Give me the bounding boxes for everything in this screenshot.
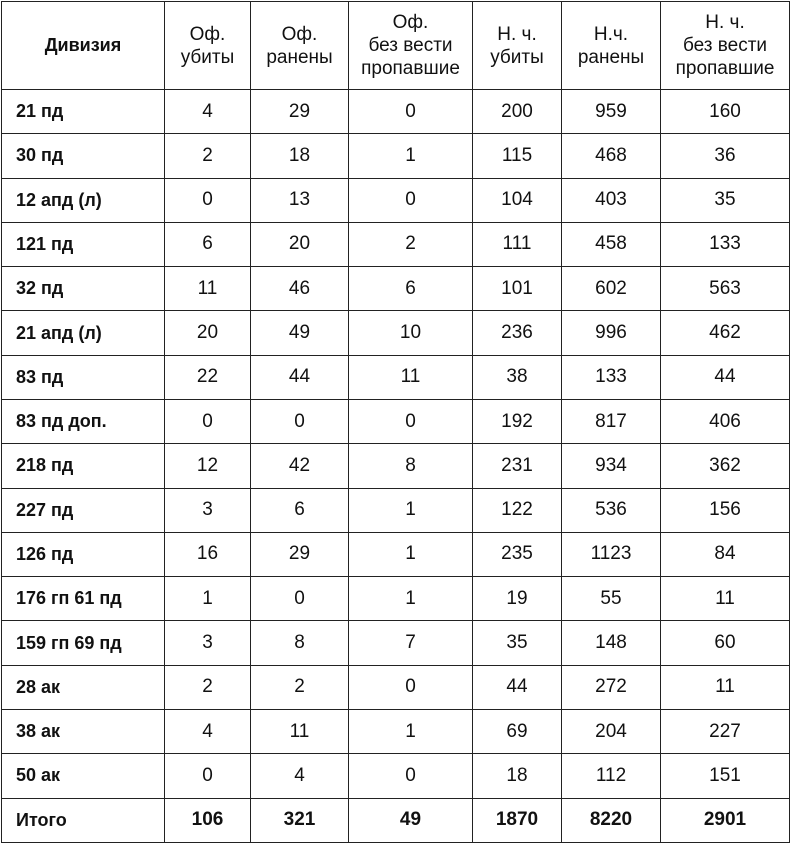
- division-name-cell: 50 ак: [2, 754, 165, 798]
- officers-killed-cell: 4: [165, 709, 251, 753]
- header-officers-missing: [349, 2, 473, 90]
- table-row: [2, 444, 790, 488]
- men-killed-cell: 69: [473, 709, 562, 753]
- men-killed-cell: 101: [473, 267, 562, 311]
- officers-killed-cell: 0: [165, 399, 251, 443]
- men-wounded-cell: 959: [562, 90, 661, 134]
- division-name-cell: 28 ак: [2, 665, 165, 709]
- officers-missing-cell: 0: [349, 178, 473, 222]
- officers-missing-cell: 0: [349, 665, 473, 709]
- men-wounded-cell: 133: [562, 355, 661, 399]
- officers-killed-cell: 6: [165, 222, 251, 266]
- officers-killed-cell: 0: [165, 178, 251, 222]
- men-killed-cell: 231: [473, 444, 562, 488]
- header-men-killed: [473, 2, 562, 90]
- men-killed-cell: 235: [473, 532, 562, 576]
- division-name-cell: 159 гп 69 пд: [2, 621, 165, 665]
- men-missing-cell: 563: [661, 267, 790, 311]
- division-name-cell: 176 гп 61 пд: [2, 577, 165, 621]
- officers-killed-cell: 20: [165, 311, 251, 355]
- men-missing-cell: 160: [661, 90, 790, 134]
- division-name-cell: 227 пд: [2, 488, 165, 532]
- officers-missing-cell: 1: [349, 577, 473, 621]
- officers-killed-cell: 3: [165, 621, 251, 665]
- men-missing-cell: 35: [661, 178, 790, 222]
- men-wounded-cell: 55: [562, 577, 661, 621]
- table-row: [2, 178, 790, 222]
- total-division-name-cell: Итого: [2, 798, 165, 843]
- men-missing-cell: 151: [661, 754, 790, 798]
- officers-wounded-cell: 18: [251, 134, 349, 178]
- officers-killed-cell: 2: [165, 134, 251, 178]
- header-line: убиты: [490, 46, 544, 68]
- division-name-cell: 30 пд: [2, 134, 165, 178]
- header-line: Оф.: [189, 23, 226, 45]
- total-men-wounded-cell: 8220: [562, 798, 661, 843]
- men-missing-cell: 133: [661, 222, 790, 266]
- officers-killed-cell: 22: [165, 355, 251, 399]
- header-officers-killed: [165, 2, 251, 90]
- men-killed-cell: 44: [473, 665, 562, 709]
- division-name-cell: 83 пд: [2, 355, 165, 399]
- table-row: [2, 311, 790, 355]
- men-killed-cell: 200: [473, 90, 562, 134]
- division-name-cell: 38 ак: [2, 709, 165, 753]
- header-line: Оф.: [392, 12, 429, 33]
- table-row: [2, 222, 790, 266]
- header-men-missing: [661, 2, 790, 90]
- total-officers-wounded-cell: 321: [251, 798, 349, 843]
- table-row: [2, 267, 790, 311]
- division-name-cell: 83 пд доп.: [2, 399, 165, 443]
- table-row: [2, 355, 790, 399]
- men-wounded-cell: 458: [562, 222, 661, 266]
- header-line: пропавшие: [675, 58, 775, 79]
- men-missing-cell: 406: [661, 399, 790, 443]
- men-wounded-cell: 817: [562, 399, 661, 443]
- men-wounded-cell: 934: [562, 444, 661, 488]
- men-wounded-cell: 148: [562, 621, 661, 665]
- men-killed-cell: 35: [473, 621, 562, 665]
- men-wounded-cell: 996: [562, 311, 661, 355]
- men-killed-cell: 18: [473, 754, 562, 798]
- officers-wounded-cell: 8: [251, 621, 349, 665]
- officers-missing-cell: 8: [349, 444, 473, 488]
- officers-wounded-cell: 11: [251, 709, 349, 753]
- officers-wounded-cell: 0: [251, 399, 349, 443]
- officers-missing-cell: 1: [349, 532, 473, 576]
- officers-killed-cell: 4: [165, 90, 251, 134]
- men-missing-cell: 11: [661, 665, 790, 709]
- men-killed-cell: 104: [473, 178, 562, 222]
- table-row: [2, 754, 790, 798]
- table-row: [2, 621, 790, 665]
- men-wounded-cell: 272: [562, 665, 661, 709]
- table-row: [2, 488, 790, 532]
- men-killed-cell: 236: [473, 311, 562, 355]
- header-officers-wounded: [251, 2, 349, 90]
- men-missing-cell: 44: [661, 355, 790, 399]
- table-row: [2, 532, 790, 576]
- total-men-missing-cell: 2901: [661, 798, 790, 843]
- total-officers-missing-cell: 49: [349, 798, 473, 843]
- men-wounded-cell: 468: [562, 134, 661, 178]
- officers-wounded-cell: 29: [251, 532, 349, 576]
- division-name-cell: 12 апд (л): [2, 178, 165, 222]
- officers-missing-cell: 2: [349, 222, 473, 266]
- officers-missing-cell: 1: [349, 134, 473, 178]
- officers-wounded-cell: 4: [251, 754, 349, 798]
- men-wounded-cell: 1123: [562, 532, 661, 576]
- officers-wounded-cell: 0: [251, 577, 349, 621]
- header-line: без вести: [682, 35, 768, 56]
- header-line: ранены: [266, 46, 333, 68]
- men-wounded-cell: 204: [562, 709, 661, 753]
- officers-missing-cell: 0: [349, 399, 473, 443]
- men-killed-cell: 38: [473, 355, 562, 399]
- header-line: Дивизия: [44, 35, 122, 55]
- total-row: [2, 798, 790, 843]
- officers-killed-cell: 16: [165, 532, 251, 576]
- officers-missing-cell: 6: [349, 267, 473, 311]
- division-name-cell: 21 апд (л): [2, 311, 165, 355]
- officers-wounded-cell: 13: [251, 178, 349, 222]
- men-missing-cell: 11: [661, 577, 790, 621]
- officers-wounded-cell: 46: [251, 267, 349, 311]
- table-row: [2, 665, 790, 709]
- header-line: убиты: [180, 46, 235, 68]
- officers-killed-cell: 3: [165, 488, 251, 532]
- header-row: [2, 2, 790, 90]
- header-division: [2, 2, 165, 90]
- officers-wounded-cell: 20: [251, 222, 349, 266]
- officers-missing-cell: 7: [349, 621, 473, 665]
- table-row: [2, 90, 790, 134]
- officers-wounded-cell: 44: [251, 355, 349, 399]
- officers-killed-cell: 2: [165, 665, 251, 709]
- total-officers-killed-cell: 106: [165, 798, 251, 843]
- men-missing-cell: 462: [661, 311, 790, 355]
- division-name-cell: 126 пд: [2, 532, 165, 576]
- officers-wounded-cell: 49: [251, 311, 349, 355]
- losses-table: [1, 1, 790, 843]
- officers-wounded-cell: 6: [251, 488, 349, 532]
- men-wounded-cell: 602: [562, 267, 661, 311]
- header-line: без вести: [368, 35, 453, 56]
- men-missing-cell: 84: [661, 532, 790, 576]
- men-wounded-cell: 536: [562, 488, 661, 532]
- men-killed-cell: 192: [473, 399, 562, 443]
- officers-missing-cell: 1: [349, 488, 473, 532]
- division-name-cell: 32 пд: [2, 267, 165, 311]
- officers-killed-cell: 11: [165, 267, 251, 311]
- header-line: Н. ч.: [705, 12, 745, 33]
- table-row: [2, 399, 790, 443]
- officers-missing-cell: 0: [349, 90, 473, 134]
- header-line: Н. ч.: [497, 23, 537, 45]
- men-killed-cell: 111: [473, 222, 562, 266]
- officers-killed-cell: 0: [165, 754, 251, 798]
- table-body: [2, 90, 790, 843]
- division-name-cell: 21 пд: [2, 90, 165, 134]
- header-line: пропавшие: [361, 58, 460, 79]
- header-men-wounded: [562, 2, 661, 90]
- table-row: [2, 577, 790, 621]
- officers-killed-cell: 12: [165, 444, 251, 488]
- men-killed-cell: 19: [473, 577, 562, 621]
- men-wounded-cell: 403: [562, 178, 661, 222]
- table-row: [2, 709, 790, 753]
- men-wounded-cell: 112: [562, 754, 661, 798]
- officers-wounded-cell: 2: [251, 665, 349, 709]
- men-missing-cell: 36: [661, 134, 790, 178]
- header-line: ранены: [577, 46, 645, 68]
- men-missing-cell: 156: [661, 488, 790, 532]
- division-name-cell: 121 пд: [2, 222, 165, 266]
- men-killed-cell: 115: [473, 134, 562, 178]
- table-row: [2, 134, 790, 178]
- officers-missing-cell: 10: [349, 311, 473, 355]
- officers-wounded-cell: 42: [251, 444, 349, 488]
- men-missing-cell: 60: [661, 621, 790, 665]
- men-killed-cell: 122: [473, 488, 562, 532]
- officers-wounded-cell: 29: [251, 90, 349, 134]
- officers-missing-cell: 1: [349, 709, 473, 753]
- header-line: Н.ч.: [593, 23, 629, 45]
- men-missing-cell: 227: [661, 709, 790, 753]
- men-missing-cell: 362: [661, 444, 790, 488]
- total-men-killed-cell: 1870: [473, 798, 562, 843]
- division-name-cell: 218 пд: [2, 444, 165, 488]
- officers-missing-cell: 11: [349, 355, 473, 399]
- header-line: Оф.: [281, 23, 318, 45]
- officers-missing-cell: 0: [349, 754, 473, 798]
- officers-killed-cell: 1: [165, 577, 251, 621]
